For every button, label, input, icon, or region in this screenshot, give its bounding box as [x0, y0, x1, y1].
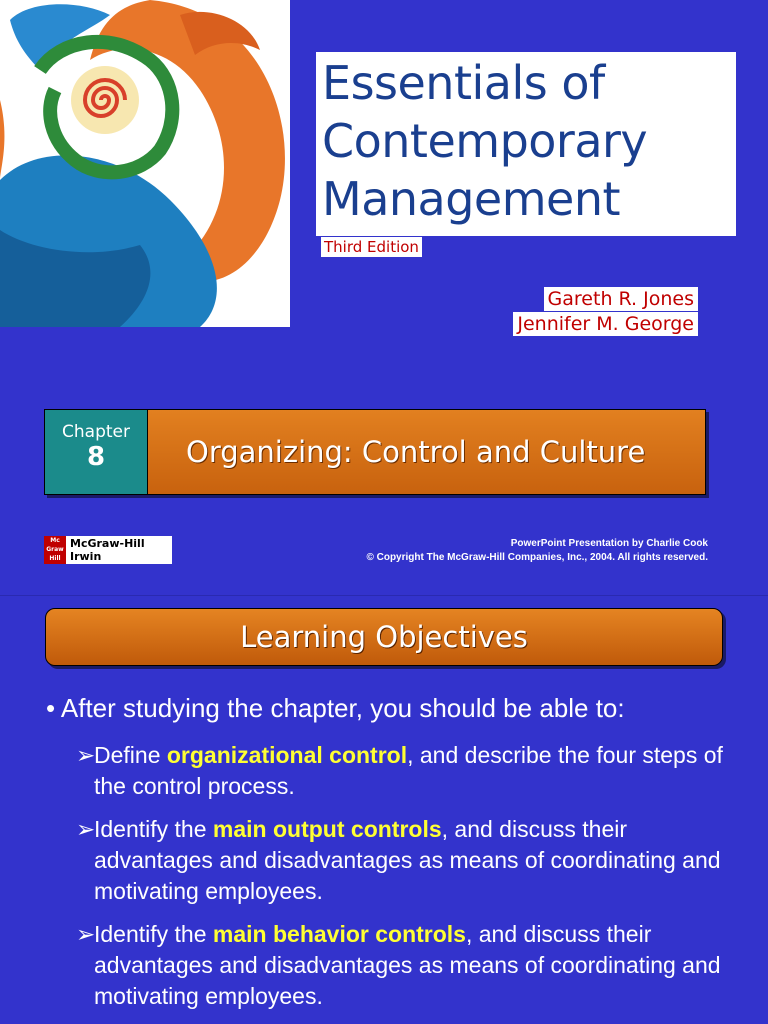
objective-keyword: main output controls: [212, 816, 442, 842]
author-name: Gareth R. Jones: [544, 287, 698, 311]
chapter-banner: [44, 409, 706, 495]
learning-objectives-heading: Learning Objectives: [45, 608, 723, 666]
objective-text: Identify the: [94, 816, 213, 842]
objective-text: Define: [94, 742, 167, 768]
arrow-bullet-icon: ➢: [76, 921, 96, 947]
book-title: [322, 54, 647, 228]
author-name: Jennifer M. George: [513, 312, 698, 336]
objective-text: , and discuss their advantages and disadvantages as means of coordinating and motivating employees.: [94, 816, 721, 904]
arrow-bullet-icon: ➢: [76, 742, 96, 768]
objectives-lead: • After studying the chapter, you should be able to:: [46, 693, 625, 723]
chapter-number: 8: [86, 442, 106, 472]
publisher-logo-line: Irwin: [70, 550, 102, 563]
objective-item: [76, 919, 748, 1012]
copyright-notice: © Copyright The McGraw-Hill Companies, Inc., 2004. All rights reserved.: [366, 552, 708, 563]
chapter-badge: [45, 410, 148, 494]
publisher-logo-text: [66, 536, 172, 564]
book-title-line: Essentials of: [322, 56, 605, 110]
book-title-line: Management: [322, 172, 621, 226]
objective-text: Identify the: [94, 921, 213, 947]
publisher-logo-line: McGraw-Hill: [70, 537, 145, 550]
chapter-title: Organizing: Control and Culture: [148, 410, 705, 494]
objective-text: , and describe the four steps of the control process.: [94, 742, 723, 799]
presentation-credit: PowerPoint Presentation by Charlie Cook: [510, 538, 708, 549]
credits: [366, 537, 708, 565]
authors-block: [513, 287, 698, 337]
book-title-box: [316, 52, 736, 236]
objective-item: [76, 814, 748, 907]
objective-item: [76, 740, 748, 802]
publisher-logo: [44, 536, 172, 564]
arrow-bullet-icon: ➢: [76, 816, 96, 842]
objective-text: , and discuss their advantages and disadvantages as means of coordinating and motivating employees.: [94, 921, 721, 1009]
objective-keyword: main behavior controls: [212, 921, 466, 947]
objective-keyword: organizational control: [166, 742, 408, 768]
chapter-label: Chapter: [62, 422, 130, 442]
cover-artwork: [0, 0, 290, 327]
publisher-logo-mark: Mc Graw Hill: [44, 536, 66, 564]
objectives-list: [76, 740, 748, 1024]
slide-divider: [0, 595, 768, 596]
book-title-line: Contemporary: [322, 114, 648, 168]
edition-label: Third Edition: [321, 237, 422, 257]
